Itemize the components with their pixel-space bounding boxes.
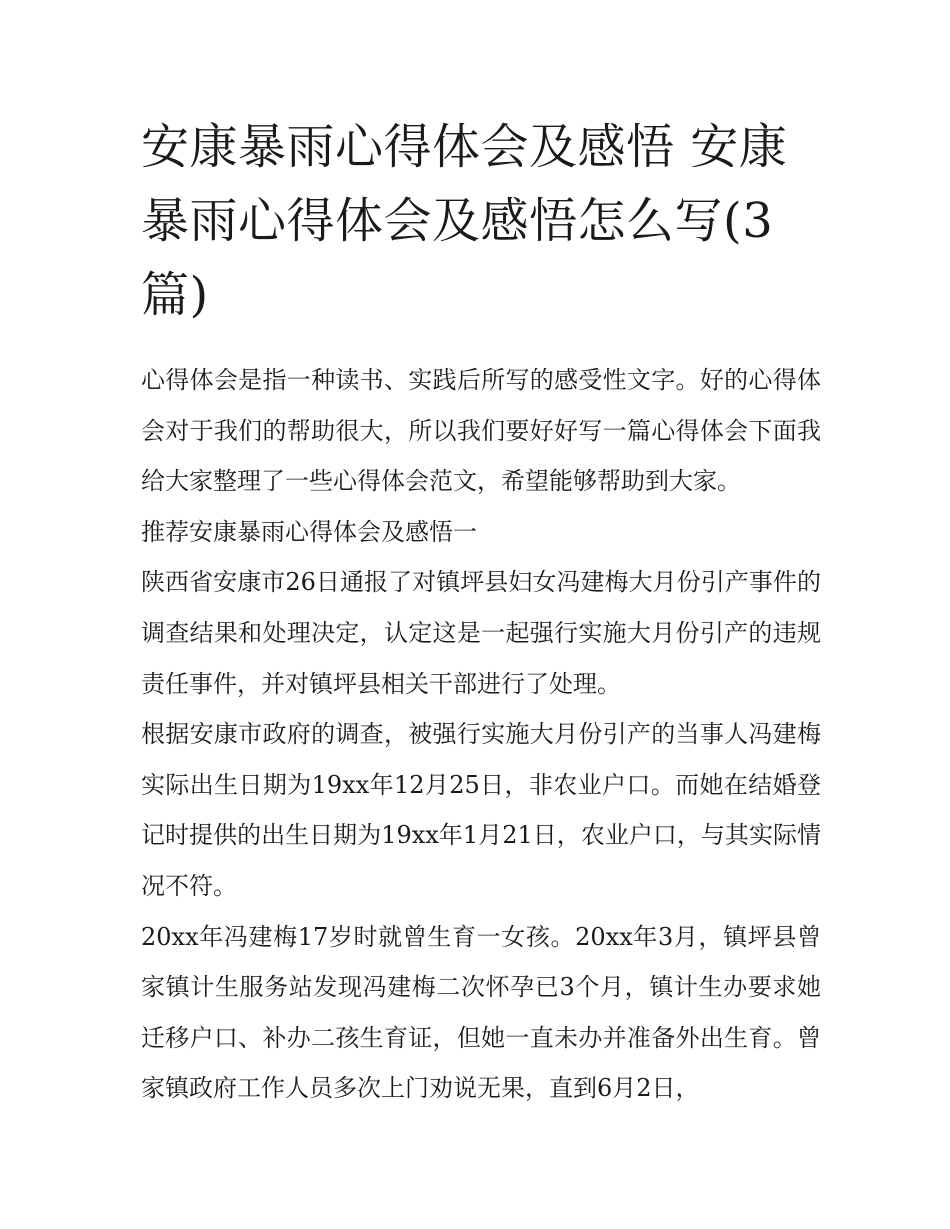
- section-heading: 推荐安康暴雨心得体会及感悟一: [141, 517, 477, 546]
- body-paragraph: 根据安康市政府的调查，被强行实施大月份引产的当事人冯建梅实际出生日期为19xx年12月25日，非农业户口。而她在结婚登记时提供的出生日期为19xx年1月21日，农业户口，与其实际情况不符。: [141, 720, 821, 900]
- intro-paragraph: 心得体会是指一种读书、实践后所写的感受性文字。好的心得体会对于我们的帮助很大，所以我们要好好写一篇心得体会下面我给大家整理了一些心得体会范文，希望能够帮助到大家。: [141, 366, 821, 496]
- document-body: [141, 355, 821, 1114]
- body-paragraph: 陕西省安康市26日通报了对镇坪县妇女冯建梅大月份引产事件的调查结果和处理决定，认定这是一起强行实施大月份引产的违规责任事件，并对镇坪县相关干部进行了处理。: [141, 568, 821, 698]
- document-title: 安康暴雨心得体会及感悟 安康暴雨心得体会及感悟怎么写(3篇): [141, 119, 788, 323]
- body-paragraph: 20xx年冯建梅17岁时就曾生育一女孩。20xx年3月，镇坪县曾家镇计生服务站发现冯建梅二次怀孕已3个月，镇计生办要求她迁移户口、补办二孩生育证，但她一直未办并准备外出生育。曾家镇政府工作人员多次上门劝说无果，直到6月2日，: [141, 922, 821, 1103]
